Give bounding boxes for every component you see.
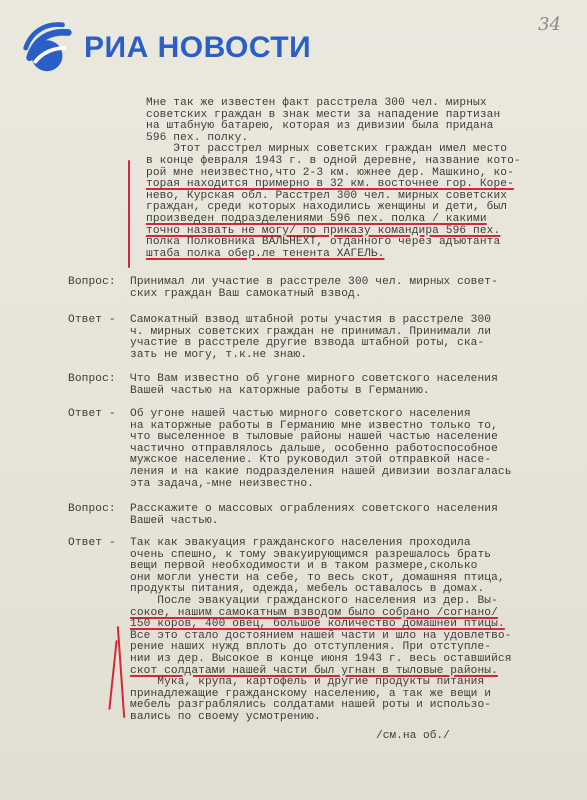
- question-line: Что Вам известно об угоне мирного советского населения: [130, 373, 498, 385]
- question-line: Вашей частью.: [130, 514, 219, 527]
- question-line: ских граждан Ваш самокатный взвод.: [130, 287, 362, 300]
- answer-line: сокое, нашим самокатным взводом было собрано /согнано/: [130, 606, 498, 619]
- answer-line: нии из дер. Высокое в конце июня 1943 г. весь оставшийся: [130, 653, 512, 665]
- question-line: Принимал ли участие в расстреле 300 чел. мирных совет-: [130, 276, 498, 288]
- answer-line: вещи первой необходимости и в таком размере,сколько: [130, 560, 478, 573]
- paragraph-line: 596 пех. полку.: [146, 131, 249, 144]
- paragraph-line: советских граждан в знак мести за нападение партизан: [146, 108, 501, 121]
- answer-line: зать не могу, т.к.не знаю.: [130, 348, 308, 361]
- answer-line: продукты питания, одежда, мебель оставалось в домах.: [130, 583, 485, 596]
- paragraph-line: Этот расстрел мирных советских граждан имел место: [146, 143, 508, 156]
- footer-note: /см.на об./: [376, 730, 450, 742]
- answer-line: После эвакуации гражданского населения из дер. Вы-: [130, 595, 498, 607]
- ria-globe-logo-icon: [18, 19, 76, 77]
- red-margin-mark: [117, 626, 125, 718]
- paragraph-line: в конце февраля 1943 г. в одной деревне, название кото-: [146, 155, 521, 167]
- answer-label: Ответ -: [68, 314, 116, 326]
- answer-line: Мука, крупа, картофель и другие продукты питания: [130, 676, 485, 689]
- paragraph-line: нево, Курская обл. Расстрел 300 чел. мирных советских: [146, 189, 508, 202]
- answer-line: участие в расстреле другие взвода штабной роты, ска-: [130, 337, 485, 350]
- paragraph-line: граждан, среди которых находились женщины и дети, был: [146, 201, 508, 214]
- answer-line: вались по своему усмотрению.: [130, 711, 321, 723]
- question-label: Вопрос:: [68, 503, 116, 515]
- ria-novosti-logo: [18, 18, 311, 78]
- answer-line: они могли унести на себе, то весь скот, домашняя птица,: [130, 571, 505, 584]
- paragraph-line: рой мне неизвестно,что 2-3 км. южнее дер. Машкино, ко-: [146, 166, 514, 179]
- paragraph-line: Мне так же известен факт расстрела 300 чел. мирных: [146, 97, 487, 109]
- answer-line: мебель разграблялись солдатами нашей роты и использо-: [130, 699, 492, 712]
- answer-line: на каторжные работы в Германию мне известно только то,: [130, 419, 498, 432]
- answer-line: ления и на какие подразделения нашей дивизии возлагалась: [130, 466, 512, 478]
- red-margin-mark: [108, 640, 117, 710]
- answer-line: Самокатный взвод штабной роты участия в расстреле 300: [130, 314, 492, 326]
- paragraph-line: на штабную батарею, которая из дивизии была придана: [146, 120, 494, 133]
- paragraph-line: полка Полковника ВАЛЬНЕХТ, отданного через адъютанта: [146, 236, 501, 249]
- answer-line: принадлежащие гражданскому населению, а так же вещи и: [130, 687, 492, 700]
- paragraph-line: произведен подразделениями 596 пех. полка / какими: [146, 213, 487, 225]
- answer-line: что выселенное в тыловые районы нашей частью население: [130, 431, 498, 444]
- answer-line: мужское население. Кто руководил этой отправкой насе-: [130, 454, 492, 467]
- answer-label: Ответ -: [68, 408, 116, 420]
- answer-line: 150 коров, 400 овец, большое количество домашней птицы.: [130, 618, 505, 631]
- paragraph-line: точно назвать не могу/ по приказу командира 596 пех.: [146, 224, 501, 237]
- answer-label: Ответ -: [68, 537, 116, 549]
- question-line: Вашей частью на каторжные работы в Германию.: [130, 384, 430, 397]
- question-label: Вопрос:: [68, 276, 116, 288]
- paragraph-line: штаба полка обер.ле тенента ХАГЕЛЬ.: [146, 247, 385, 260]
- answer-line: Все это стало достоянием нашей части и шло на удовлетво-: [130, 629, 512, 642]
- question-line: Расскажите о массовых ограблениях советского населения: [130, 503, 498, 515]
- answer-line: рение наших нужд вплоть до отступления. При отступле-: [130, 641, 492, 654]
- answer-line: частично отправлялось дальше, особенно работоспособное: [130, 442, 498, 455]
- question-label: Вопрос:: [68, 373, 116, 385]
- answer-line: ч. мирных советских граждан не принимал. Принимали ли: [130, 325, 492, 338]
- logo-wordmark: РИА НОВОСТИ: [84, 31, 312, 64]
- answer-line: скот солдатами нашей части был угнан в тыловые районы.: [130, 664, 498, 677]
- answer-line: очень спешно, к тому эвакуирующимся разрешалось брать: [130, 548, 492, 561]
- paragraph-line: торая находится примерно в 32 км. восточнее гор. Коре-: [146, 178, 514, 191]
- archive-page-number: 34: [538, 14, 561, 35]
- answer-line: эта задача,-мне неизвестно.: [130, 477, 314, 490]
- answer-line: Так как эвакуация гражданского населения проходила: [130, 537, 471, 549]
- answer-line: Об угоне нашей частью мирного советского населения: [130, 408, 471, 420]
- red-margin-mark: [128, 160, 130, 268]
